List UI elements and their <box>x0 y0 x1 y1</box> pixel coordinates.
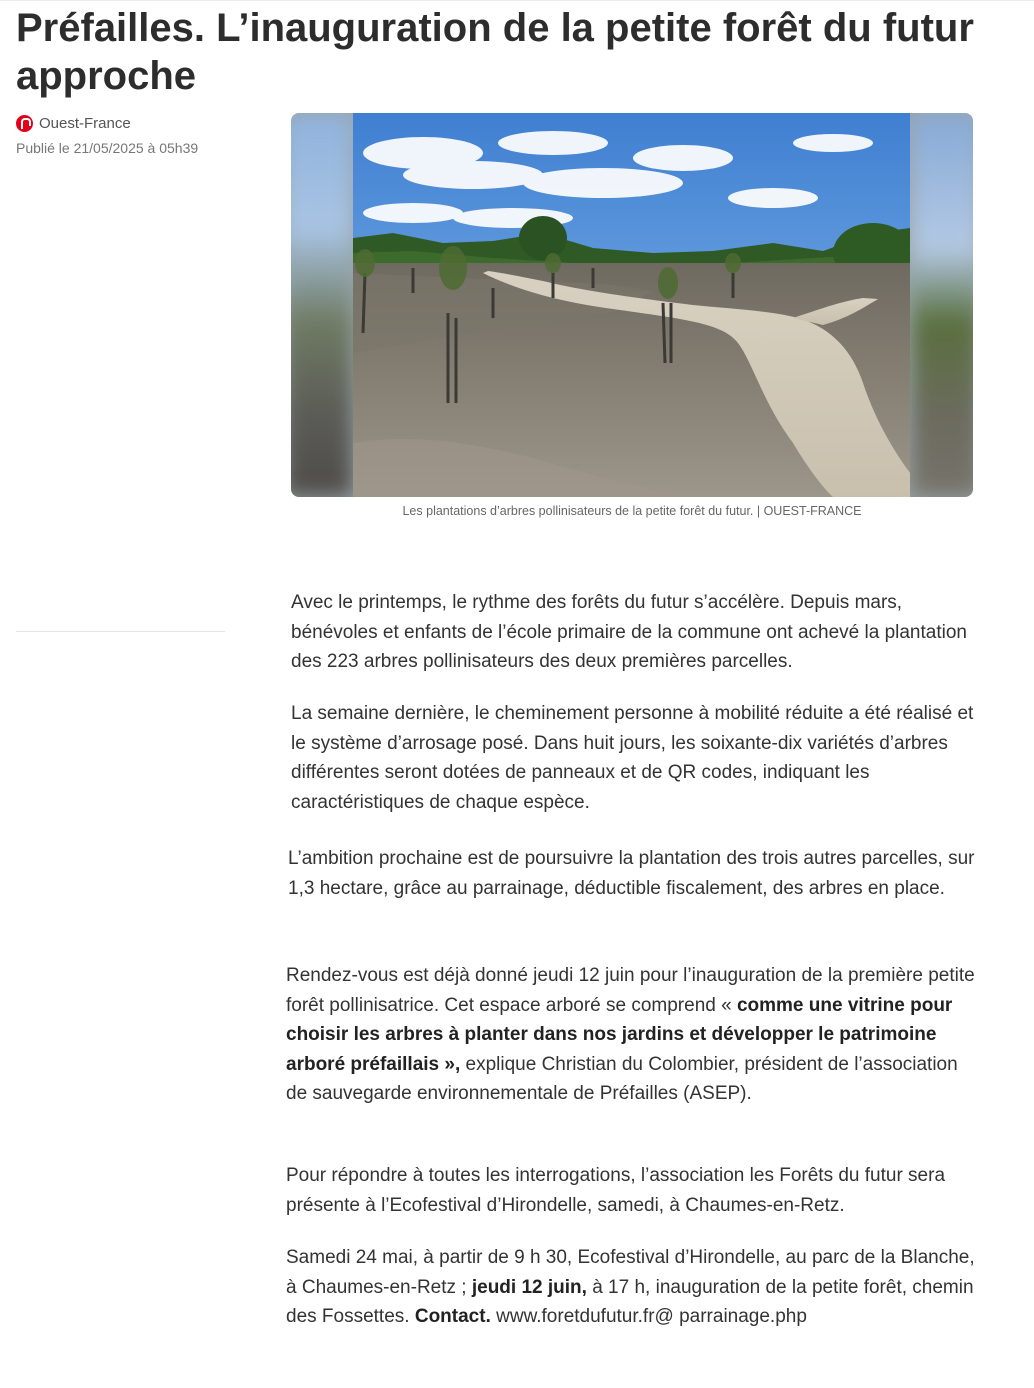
paragraph-6-text-c: à 17 h, inauguration de la petite forêt, chemin des Fossettes. <box>286 1276 974 1327</box>
article-title: Préfailles. L’inauguration de la petite forêt du futur approche <box>16 6 974 98</box>
paragraph-4 <box>286 961 976 1109</box>
photo-blur-left <box>291 113 353 497</box>
ouest-france-logo-icon <box>16 115 33 132</box>
paragraph-3: L’ambition prochaine est de poursuivre la plantation des trois autres parcelles, sur 1,3 hectare, grâce au parrainage, déductible fiscalement, des arbres en place. <box>288 848 975 899</box>
paragraph-6-date: jeudi 12 juin, <box>471 1276 587 1298</box>
paragraph-6-contact-label: Contact. <box>414 1306 491 1327</box>
paragraph-6-contact-value: www.foretdufutur.fr@ parrainage.php <box>490 1306 807 1327</box>
top-divider <box>0 0 1034 1</box>
paragraph-4-text-c: explique Christian du Colombier, président de l’association de sauvegarde environnementale de Préfailles (ASEP). <box>286 1053 958 1104</box>
publication-date: Publié le 21/05/2025 à 05h39 <box>16 140 199 156</box>
paragraph-2: La semaine dernière, le cheminement personne à mobilité réduite a été réalisé et le système d’arrosage posé. Dans huit jours, les soixante-dix variétés d’arbres différentes seront dotées de panneaux et de QR codes, indiquant les caractéristiques de chaque espèce. <box>291 703 974 813</box>
paragraph-4-quote: comme une vitrine pour choisir les arbres à planter dans nos jardins et développer le patrimoine arboré préfaillais », <box>286 994 953 1075</box>
paragraph-5: Pour répondre à toutes les interrogations, l’association les Forêts du futur sera présente à l’Ecofestival d’Hirondelle, samedi, à Chaumes-en-Retz. <box>286 1165 946 1216</box>
article-source[interactable] <box>16 114 131 132</box>
article-photo[interactable] <box>291 113 973 497</box>
photo-blur-right <box>911 113 973 497</box>
paragraph-4-text-a: Rendez-vous est déjà donné jeudi 12 juin pour l’inauguration de la première petite forêt pollinisatrice. Cet espace arboré se comprend « <box>286 965 975 1016</box>
forest-path-photo <box>353 113 910 497</box>
sidebar-divider <box>16 631 225 632</box>
paragraph-6-text-a: Samedi 24 mai, à partir de 9 h 30, Ecofestival d’Hirondelle, au parc de la Blanche, à Chaumes-en-Retz ; <box>286 1247 975 1298</box>
paragraph-1: Avec le printemps, le rythme des forêts du futur s’accélère. Depuis mars, bénévoles et enfants de l’école primaire de la commune ont achevé la plantation des 223 arbres pollinisateurs des deux premières parcelles. <box>291 592 967 672</box>
photo-caption: Les plantations d’arbres pollinisateurs de la petite forêt du futur. | OUEST-FRANCE <box>402 504 862 518</box>
paragraph-6 <box>286 1243 976 1332</box>
source-name[interactable]: Ouest-France <box>39 114 131 132</box>
